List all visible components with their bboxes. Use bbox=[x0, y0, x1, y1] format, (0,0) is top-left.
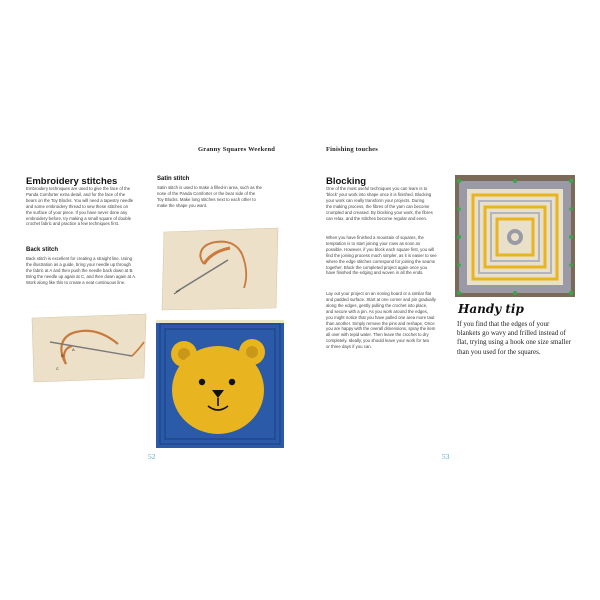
label-a: A bbox=[72, 347, 75, 352]
text-line: nose of the Panda Comforter or the bear side of the bbox=[157, 190, 256, 196]
text-line: and secure with a pin. As you work around the edges, bbox=[326, 308, 428, 314]
text-line: Panda Comforter extra detail, and for the face of the bbox=[26, 191, 126, 197]
back-stitch-heading: Back stitch bbox=[26, 247, 59, 253]
blocking-heading: Blocking bbox=[326, 176, 367, 187]
text-line: along the edges, gently pulling the crochet into place, bbox=[326, 302, 428, 308]
text-line: If you find that the edges of your bbox=[457, 320, 550, 328]
text-line: the making process, the fibres of the yarn can become bbox=[326, 203, 430, 209]
label-c: C bbox=[56, 366, 59, 371]
text-line: and some embroidery thread to sew these stitches on bbox=[26, 203, 128, 209]
text-line: bears on the Toy Blocks. You will need a tapestry needle bbox=[26, 197, 134, 203]
text-line: all over with tepid water. Then leave the crochet to dry bbox=[326, 332, 429, 338]
embroidery-body bbox=[26, 186, 151, 227]
text-line: One of the most useful techniques you can learn is to bbox=[326, 186, 428, 191]
satin-stitch-illustration bbox=[158, 224, 282, 314]
text-line: Bring the needle up again at C, and then down again at A. bbox=[26, 273, 137, 279]
text-line: flat, trying using a hook one size smaller bbox=[457, 338, 571, 347]
text-line: can relax, and the stitches become regular and even. bbox=[326, 215, 428, 221]
text-line: or three days if you can. bbox=[326, 344, 372, 350]
back-stitch-illustration bbox=[28, 312, 150, 384]
embroidery-heading: Embroidery stitches bbox=[26, 176, 118, 187]
satin-stitch-heading: Satin stitch bbox=[157, 176, 190, 182]
text-line: where the edge stitches correspond for joining the seams bbox=[326, 258, 435, 264]
text-line: you are happy with the overall dimensions, spray the item bbox=[326, 326, 436, 332]
text-line: possible. However, if you block each square first, you will bbox=[326, 246, 435, 252]
bear-eye-left bbox=[199, 379, 205, 385]
handy-tip-title: Handy tip bbox=[458, 302, 524, 316]
text-line: make the shape you want. bbox=[157, 202, 208, 208]
blocked-square-photo bbox=[455, 175, 575, 297]
back-stitch-body bbox=[26, 256, 151, 286]
text-line: the fabric at A and then push the needle back down at B. bbox=[26, 267, 134, 273]
text-line: and padded surface. Start at one corner and pin gradually bbox=[326, 296, 436, 302]
text-line: embroidery before, try making a small square of double bbox=[26, 215, 132, 221]
text-line: your work can really transform your projects. During bbox=[326, 197, 425, 203]
text-line: Embroidery techniques are used to give the face of the bbox=[26, 186, 131, 191]
text-line: the surface of your piece. If you have never done any bbox=[26, 209, 128, 215]
satin-stitch-body bbox=[157, 185, 282, 209]
bear-crochet-photo bbox=[156, 320, 284, 448]
text-line: Toy Blocks. Make long stitches next to each other to bbox=[157, 196, 256, 202]
handy-tip-body bbox=[457, 320, 597, 357]
text-line: When you have finished a mountain of squares, the bbox=[326, 235, 424, 240]
text-line: temptation is to start joining your rows as soon as bbox=[326, 240, 421, 246]
running-head: Granny Squares Weekend bbox=[198, 146, 276, 153]
text-line: completely. Ideally, you should leave your work for two bbox=[326, 338, 430, 344]
text-line: than you used for the squares. bbox=[457, 347, 541, 356]
blocking-para-2 bbox=[326, 235, 452, 276]
text-line: Lay out your project on an ironing board or a similar flat bbox=[326, 291, 432, 296]
text-line: 'block' your work into shape once it is finished. Blocking bbox=[326, 191, 432, 197]
text-line: the illustration as a guide, bring your needle up through bbox=[26, 261, 131, 267]
text-line: Satin stitch is used to make a filled-in area, such as the bbox=[157, 185, 262, 190]
running-head: Finishing touches bbox=[326, 146, 378, 153]
text-line: crochet fabric and practice a few techniques first. bbox=[26, 221, 120, 227]
text-line: together. Block the completed project again once you bbox=[326, 264, 428, 270]
label-b: B bbox=[61, 353, 64, 358]
text-line: crumpled and creased. By blocking your work, the fibres bbox=[326, 209, 433, 215]
text-line: find the joining process much simpler, as it is easier to see bbox=[326, 252, 437, 258]
right-page bbox=[300, 0, 600, 600]
page-number: 53 bbox=[442, 452, 450, 461]
text-line: Back stitch is excellent for creating a straight line. Using bbox=[26, 256, 133, 261]
text-line: Work along like this to create a neat continuous line. bbox=[26, 279, 126, 285]
text-line: have finished the edging and woven in all the ends. bbox=[326, 270, 424, 276]
blocking-para-3 bbox=[326, 291, 452, 350]
bear-eye-right bbox=[229, 379, 235, 385]
page-number: 52 bbox=[148, 452, 156, 461]
text-line: you might notice that you have pulled one area more taut bbox=[326, 314, 435, 320]
text-line: than another. Simply remove the pins and reshape. Once bbox=[326, 320, 435, 326]
text-line: blankets go wavy and frilled instead of bbox=[457, 329, 566, 338]
blocking-para-1 bbox=[326, 186, 452, 221]
fabric-swatch bbox=[162, 228, 278, 310]
